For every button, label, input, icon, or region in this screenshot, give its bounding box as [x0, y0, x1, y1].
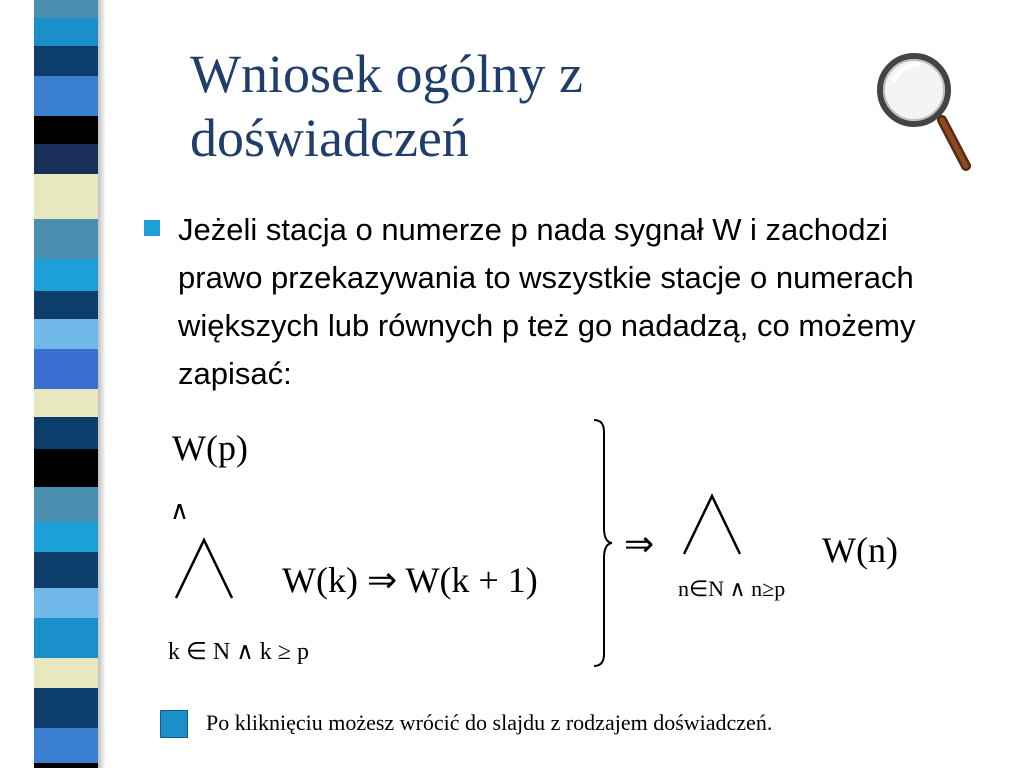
formula-wp: W(p) — [172, 428, 248, 468]
formula-right-brace — [592, 418, 614, 668]
bullet-marker — [144, 220, 160, 236]
formula-implies-arrow: ⇒ — [624, 524, 655, 564]
slide-title: Wniosek ogólny z doświadczeń — [190, 44, 583, 168]
bullet-text: Jeżeli stacja o numerze p nada sygnał W i zachodzi prawo przekazywania to wszystkie stacje o numerach większych lub równych p też go nadadzą, co możemy zapisać: — [178, 212, 916, 391]
back-to-experiments-button[interactable] — [160, 710, 188, 738]
formula-range-left: k ∈ N ∧ k ≥ p — [168, 639, 309, 665]
magnifying-glass-icon — [872, 50, 982, 175]
formula-and-small: ∧ — [170, 496, 190, 525]
formula-range-right: n∈N ∧ n≥p — [678, 576, 786, 601]
stripe-shadow — [98, 0, 106, 768]
formula-big-and-right — [680, 492, 744, 556]
formula-wn: W(n) — [822, 530, 898, 570]
formula-big-and-left — [172, 536, 236, 600]
formula-implication-left: W(k) ⇒ W(k + 1) — [282, 560, 538, 600]
decorative-stripe — [34, 0, 98, 768]
back-to-experiments-link[interactable]: Po kliknięciu możesz wrócić do slajdu z rodzajem doświadczeń. — [206, 710, 773, 735]
